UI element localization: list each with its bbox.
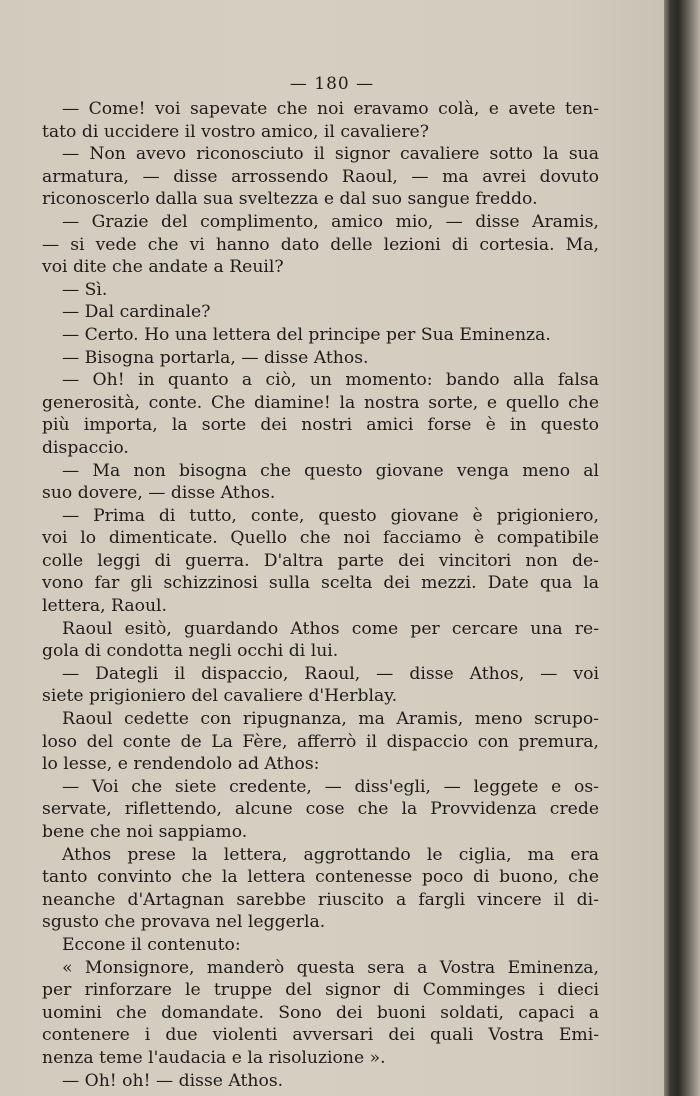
text-line: — Certo. Ho una lettera del principe per Sua Eminenza. <box>62 324 551 345</box>
text-line: lettera, Raoul. <box>42 596 168 617</box>
text-line: lo lesse, e rendendolo ad Athos: <box>42 754 320 775</box>
text-line: siete prigioniero del cavaliere d'Herblay. <box>42 686 398 707</box>
text-line: tato di uccidere il vostro amico, il cavaliere? <box>42 121 429 142</box>
text-line: dispaccio. <box>42 437 129 458</box>
text-line: — si vede che vi hanno dato delle lezioni di cortesia. Ma, <box>42 234 599 255</box>
text-line: riconoscerlo dalla sua sveltezza e dal suo sangue freddo. <box>42 189 538 210</box>
page-text <box>42 98 599 1092</box>
text-line: suo dovere, — disse Athos. <box>42 483 276 504</box>
text-line: sgusto che provava nel leggerla. <box>42 912 326 933</box>
text-line: servate, riflettendo, alcune cose che la Provvidenza crede <box>42 799 599 820</box>
text-line: — Grazie del complimento, amico mio, — disse Aramis, <box>62 211 599 232</box>
text-line: neanche d'Artagnan sarebbe riuscito a fargli vincere il di- <box>42 889 599 910</box>
text-line: bene che noi sappiamo. <box>42 822 248 842</box>
text-line: più importa, la sorte dei nostri amici forse è in questo <box>42 415 599 436</box>
text-line: loso del conte de La Fère, afferrò il dispaccio con premura, <box>42 731 599 752</box>
text-line: Athos prese la lettera, aggrottando le ciglia, ma era <box>62 844 599 865</box>
text-line: Raoul esitò, guardando Athos come per cercare una re- <box>62 618 599 639</box>
text-line: per rinforzare le truppe del signor di Comminges i dieci <box>42 980 599 1001</box>
text-line: — Oh! in quanto a ciò, un momento: bando alla falsa <box>62 370 599 391</box>
text-line: gola di condotta negli occhi di lui. <box>42 641 339 662</box>
page-number: — 180 — <box>289 74 375 94</box>
text-line: — Oh! oh! — disse Athos. <box>62 1070 284 1091</box>
text-line: — Dal cardinale? <box>62 302 211 323</box>
text-line: nenza teme l'audacia e la risoluzione ». <box>42 1047 386 1068</box>
text-line: tanto convinto che la lettera contenesse poco di buono, che <box>42 867 599 888</box>
text-line: armatura, — disse arrossendo Raoul, — ma avrei dovuto <box>42 166 599 187</box>
text-line: — Ma non bisogna che questo giovane venga meno al <box>62 460 599 481</box>
text-line: Raoul cedette con ripugnanza, ma Aramis, meno scrupo- <box>62 709 599 730</box>
text-line: vono far gli schizzinosi sulla scelta dei mezzi. Date qua la <box>42 573 599 594</box>
text-line: contenere i due violenti avversari dei quali Vostra Emi- <box>42 1025 599 1046</box>
text-line: voi lo dimenticate. Quello che noi facciamo è compatibile <box>42 528 599 549</box>
text-line: — Bisogna portarla, — disse Athos. <box>62 347 369 368</box>
text-line: generosità, conte. Che diamine! la nostra sorte, e quello che <box>42 392 599 413</box>
text-line: — Dategli il dispaccio, Raoul, — disse Athos, — voi <box>62 663 599 684</box>
text-line: — Non avevo riconosciuto il signor cavaliere sotto la sua <box>62 144 599 165</box>
text-line: colle leggi di guerra. D'altra parte dei vincitori non de- <box>42 550 599 571</box>
text-line: — Sì. <box>62 279 108 300</box>
text-line: — Come! voi sapevate che noi eravamo colà, e avete ten- <box>62 99 599 119</box>
text-line: voi dite che andate a Reuil? <box>42 257 284 278</box>
text-line: uomini che domandate. Sono dei buoni soldati, capaci a <box>42 1002 599 1023</box>
text-line: « Monsignore, manderò questa sera a Vostra Eminenza, <box>62 957 599 978</box>
text-line: Eccone il contenuto: <box>62 934 241 955</box>
text-line: — Prima di tutto, conte, questo giovane è prigioniero, <box>62 505 599 526</box>
book-gutter <box>664 0 700 1096</box>
text-line: — Voi che siete credente, — diss'egli, — leggete e os- <box>62 776 599 797</box>
